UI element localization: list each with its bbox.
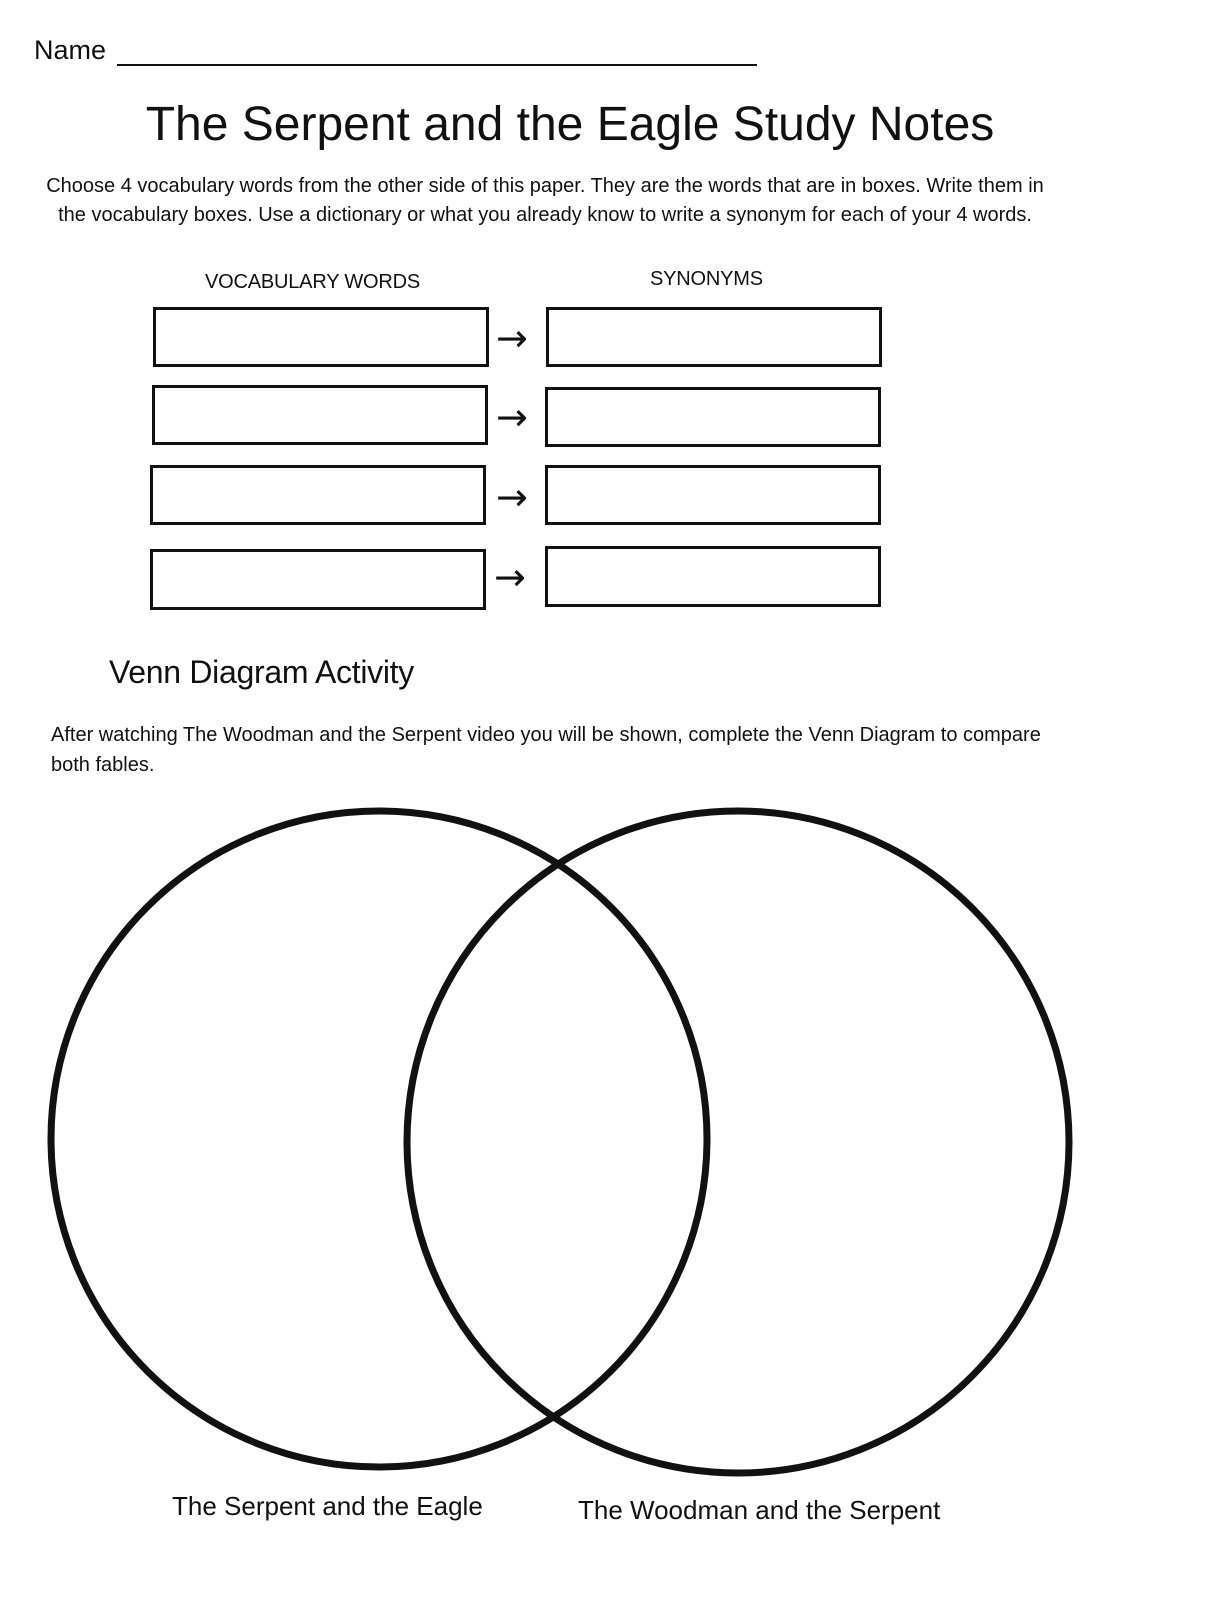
synonym-box-4[interactable] (545, 546, 881, 607)
venn-instructions: After watching The Woodman and the Serpent video you will be shown, complete the Venn Diagram to compare both fables. (51, 724, 1041, 776)
venn-circle-right[interactable] (407, 811, 1069, 1473)
vocabulary-instructions: Choose 4 vocabulary words from the other side of this paper. They are the words that are in boxes. Write them in the vocabulary boxes. Use a dictionary or what you already know to write a synonym for each of your 4 words. (46, 175, 1044, 226)
page-title: The Serpent and the Eagle Study Notes (145, 98, 995, 151)
synonym-box-2[interactable] (545, 387, 881, 447)
arrow-right-icon: → (496, 316, 528, 360)
name-label: Name (34, 35, 107, 65)
arrow-right-icon: → (496, 475, 528, 519)
venn-circle-left[interactable] (51, 811, 707, 1467)
name-line[interactable] (117, 64, 757, 66)
vocabulary-word-box-1[interactable] (153, 307, 489, 367)
vocabulary-word-box-4[interactable] (150, 549, 486, 610)
synonyms-heading: SYNONYMS (650, 268, 763, 290)
arrow-right-icon: → (494, 555, 526, 599)
arrow-right-icon: → (496, 395, 528, 439)
vocabulary-words-heading: VOCABULARY WORDS (205, 271, 421, 293)
vocabulary-word-box-3[interactable] (150, 465, 486, 525)
venn-diagram (0, 780, 1225, 1480)
venn-diagram-title: Venn Diagram Activity (109, 654, 414, 690)
vocabulary-word-box-2[interactable] (152, 385, 488, 445)
synonym-box-1[interactable] (546, 307, 882, 367)
synonym-box-3[interactable] (545, 465, 881, 525)
venn-right-label: The Woodman and the Serpent (578, 1495, 941, 1525)
venn-left-label: The Serpent and the Eagle (172, 1491, 483, 1521)
